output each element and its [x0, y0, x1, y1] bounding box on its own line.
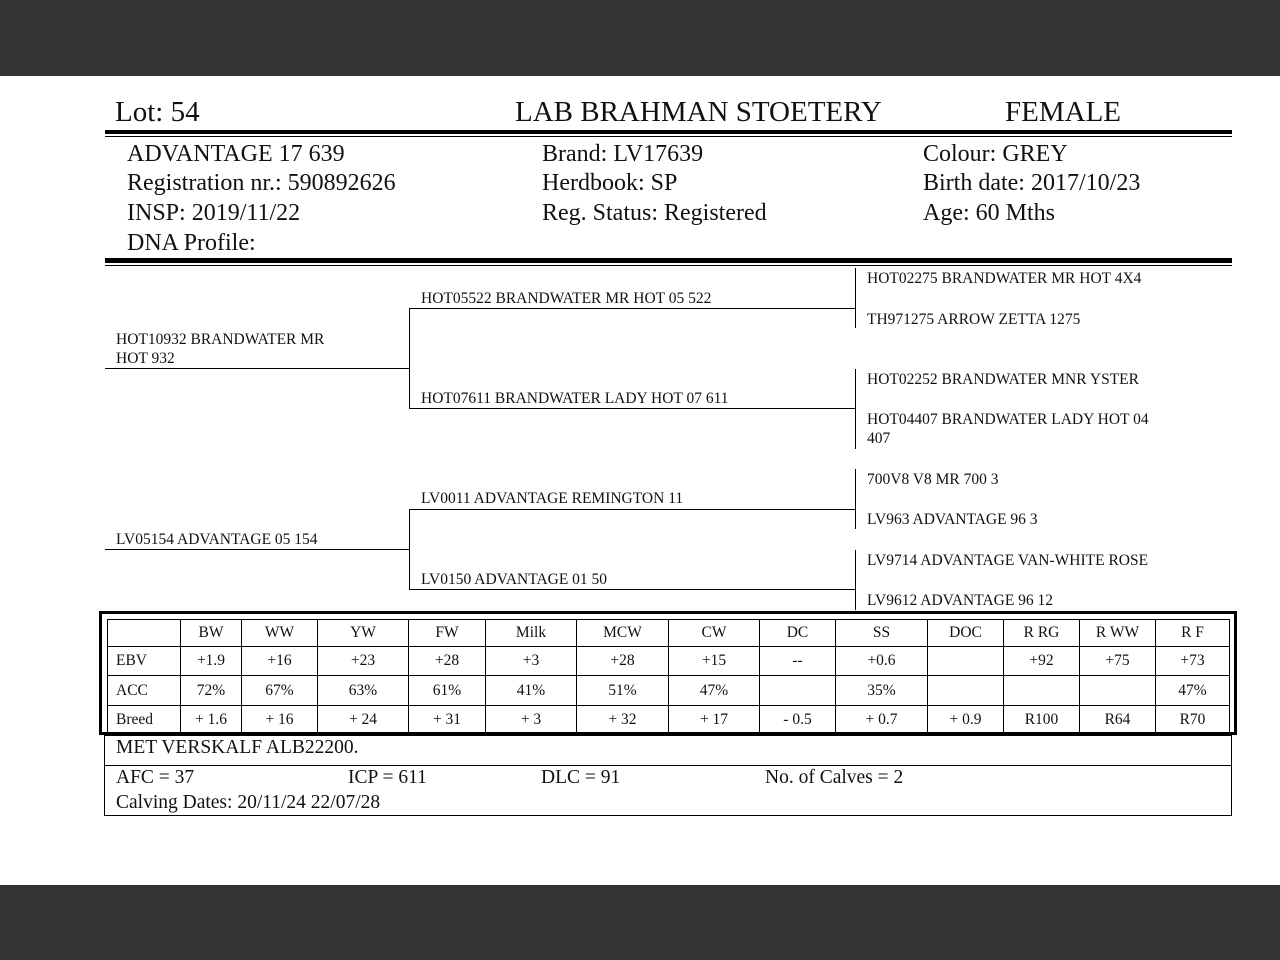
number-of-calves: No. of Calves = 2 — [765, 767, 904, 788]
ebv-cell: + 17 — [669, 705, 760, 734]
registration-status: Reg. Status: Registered — [542, 200, 767, 226]
ebv-cell: + 1.6 — [181, 705, 242, 734]
line-sire-dam — [409, 408, 855, 409]
ebv-header-cell: BW — [181, 620, 242, 647]
ebv-header-cell: WW — [242, 620, 318, 647]
breeder-name: LAB BRAHMAN STOETERY — [515, 96, 882, 128]
icp: ICP = 611 — [348, 767, 427, 788]
pedigree-dam-sire: LV0011 ADVANTAGE REMINGTON 11 — [421, 490, 684, 507]
dlc: DLC = 91 — [541, 767, 621, 788]
ebv-row-label: ACC — [108, 676, 181, 705]
ebv-cell: +75 — [1080, 647, 1156, 676]
ebv-cell — [928, 647, 1004, 676]
registration-number: Registration nr.: 590892626 — [127, 170, 396, 196]
brand: Brand: LV17639 — [542, 141, 704, 167]
pedigree-sire — [116, 330, 324, 368]
ebv-cell: + 31 — [409, 705, 486, 734]
line-dam-sire — [409, 509, 855, 510]
ebv-cell: 63% — [318, 676, 409, 705]
ebv-cell: + 0.9 — [928, 705, 1004, 734]
ebv-header-cell: R RG — [1004, 620, 1080, 647]
ebv-cell — [1080, 676, 1156, 705]
ebv-cell: 35% — [836, 676, 928, 705]
birth-date: Birth date: 2017/10/23 — [923, 170, 1141, 196]
ebv-cell: 47% — [1156, 676, 1230, 705]
ebv-cell: -- — [760, 647, 836, 676]
ebv-header-cell: Milk — [486, 620, 577, 647]
ebv-cell — [1004, 676, 1080, 705]
pedigree-gen3-2: TH971275 ARROW ZETTA 1275 — [867, 311, 1081, 328]
pedigree-gen3-4-line1: HOT04407 BRANDWATER LADY HOT 04 — [867, 411, 1149, 428]
pedigree-gen3-5: 700V8 V8 MR 700 3 — [867, 471, 999, 488]
ebv-cell: +15 — [669, 647, 760, 676]
ebv-cell: +1.9 — [181, 647, 242, 676]
line-dam-dam — [409, 589, 855, 590]
ebv-cell: +28 — [577, 647, 669, 676]
ebv-cell: R100 — [1004, 705, 1080, 734]
ebv-cell: 72% — [181, 676, 242, 705]
ebv-row-label: EBV — [108, 647, 181, 676]
ebv-header-cell: R F — [1156, 620, 1230, 647]
pedigree-gen3-4-line2: 407 — [867, 430, 891, 447]
line-dam-bracket — [409, 509, 410, 590]
sex-label: FEMALE — [1005, 96, 1121, 128]
ebv-cell: +73 — [1156, 647, 1230, 676]
ebv-cell: +23 — [318, 647, 409, 676]
remark: MET VERSKALF ALB22200. — [116, 737, 359, 758]
ebv-cell: 47% — [669, 676, 760, 705]
ebv-cell: + 32 — [577, 705, 669, 734]
ebv-cell: 61% — [409, 676, 486, 705]
ebv-cell: +28 — [409, 647, 486, 676]
ebv-cell: +16 — [242, 647, 318, 676]
ebv-header-cell: CW — [669, 620, 760, 647]
ebv-cell: 67% — [242, 676, 318, 705]
ebv-cell: +3 — [486, 647, 577, 676]
dna-profile: DNA Profile: — [127, 230, 256, 256]
colour: Colour: GREY — [923, 141, 1068, 167]
line-sire — [105, 368, 410, 369]
inspection-date: INSP: 2019/11/22 — [127, 200, 301, 226]
pedigree-sire-line1: HOT10932 BRANDWATER MR — [116, 331, 325, 348]
pedigree-sire-sire: HOT05522 BRANDWATER MR HOT 05 522 — [421, 290, 712, 307]
ebv-cell: - 0.5 — [760, 705, 836, 734]
line-dam — [105, 549, 410, 550]
ebv-header-cell: DOC — [928, 620, 1004, 647]
ebv-cell — [928, 676, 1004, 705]
ebv-cell: 51% — [577, 676, 669, 705]
pedigree-gen3-7: LV9714 ADVANTAGE VAN-WHITE ROSE — [867, 552, 1149, 569]
ebv-header-cell: SS — [836, 620, 928, 647]
ebv-cell: +92 — [1004, 647, 1080, 676]
ebv-row-label: Breed — [108, 705, 181, 734]
ebv-row — [108, 676, 1230, 705]
pedigree-gen3-1: HOT02275 BRANDWATER MR HOT 4X4 — [867, 270, 1142, 287]
pedigree-sire-line2: HOT 932 — [116, 350, 175, 367]
ebv-cell: R64 — [1080, 705, 1156, 734]
ebv-cell: + 3 — [486, 705, 577, 734]
age: Age: 60 Mths — [923, 200, 1055, 226]
pedigree-dam-dam: LV0150 ADVANTAGE 01 50 — [421, 571, 608, 588]
ebv-cell: +0.6 — [836, 647, 928, 676]
ebv-header-cell: DC — [760, 620, 836, 647]
info-rule-thin — [105, 265, 1232, 266]
afc: AFC = 37 — [116, 767, 195, 788]
ebv-row — [108, 647, 1230, 676]
ebv-cell: R70 — [1156, 705, 1230, 734]
ebv-table — [107, 619, 1230, 735]
pedigree-sire-dam: HOT07611 BRANDWATER LADY HOT 07 611 — [421, 390, 729, 407]
pedigree-gen3-6: LV963 ADVANTAGE 96 3 — [867, 511, 1038, 528]
pedigree-gen3-3: HOT02252 BRANDWATER MNR YSTER — [867, 371, 1139, 388]
line-sire-bracket — [409, 308, 410, 409]
notes-divider — [105, 765, 1231, 766]
ebv-row — [108, 705, 1230, 734]
ebv-header-cell: MCW — [577, 620, 669, 647]
header-rule-thin — [105, 136, 1232, 137]
line-dd-bracket — [855, 550, 856, 610]
pedigree-dam: LV05154 ADVANTAGE 05 154 — [116, 531, 318, 548]
info-rule-thick — [105, 258, 1232, 263]
ebv-header-row — [108, 620, 1230, 647]
line-ss-bracket — [855, 268, 856, 328]
ebv-header-cell — [108, 620, 181, 647]
bottom-dark-bar — [0, 885, 1280, 960]
pedigree-gen3-8: LV9612 ADVANTAGE 96 12 — [867, 592, 1054, 609]
ebv-cell — [760, 676, 836, 705]
line-sd-bracket — [855, 369, 856, 449]
ebv-header-cell: R WW — [1080, 620, 1156, 647]
line-ds-bracket — [855, 469, 856, 529]
animal-name: ADVANTAGE 17 639 — [127, 141, 345, 167]
ebv-cell: + 0.7 — [836, 705, 928, 734]
pedigree-gen3-4 — [867, 410, 1149, 448]
top-dark-bar — [0, 0, 1280, 76]
ebv-header-cell: FW — [409, 620, 486, 647]
ebv-cell: + 24 — [318, 705, 409, 734]
ebv-cell: 41% — [486, 676, 577, 705]
herdbook: Herdbook: SP — [542, 170, 678, 196]
ebv-header-cell: YW — [318, 620, 409, 647]
calving-dates: Calving Dates: 20/11/24 22/07/28 — [116, 792, 381, 813]
ebv-cell: + 16 — [242, 705, 318, 734]
lot-number: Lot: 54 — [115, 96, 200, 128]
header-rule-thick — [105, 130, 1232, 134]
line-sire-sire — [409, 308, 855, 309]
